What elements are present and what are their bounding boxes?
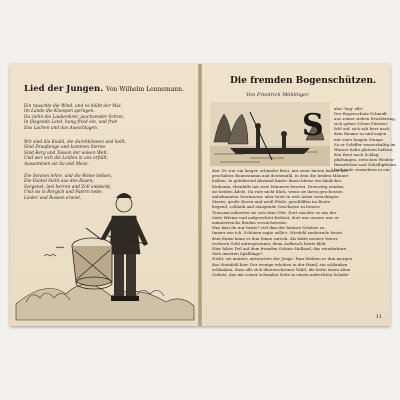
poem-line: Sind Berg und Tasson der wüsen Welt. bbox=[24, 150, 109, 156]
poem-line: Und wer sich die Leiden in uns erfüllt, bbox=[24, 156, 108, 162]
story-title: Die fremden Bogenschützen. bbox=[230, 76, 377, 86]
text-line: dem Einen kann er ihm Sinne zurück. Als hätte meines Vaters bbox=[212, 235, 338, 241]
story-author: Von Friedrich Möhlinger. bbox=[246, 92, 310, 98]
poem-stanza-1 bbox=[24, 104, 124, 131]
page-number: 11 bbox=[375, 314, 382, 320]
poem-title-text: Lied der Jungen. bbox=[24, 84, 104, 94]
text-line: mit einer langen Stange. bbox=[334, 136, 385, 142]
text-line: dem Baume zu und sagen bbox=[334, 131, 387, 137]
drop-cap: S bbox=[302, 108, 324, 143]
text-line: freihende vermehren in em- bbox=[334, 167, 391, 173]
text-line: schlanken, dass alle sich überwachsener Wald, die hatte einen alten bbox=[212, 266, 351, 272]
text-line: geschälten Baumstamm und deutzmühl, in dem die beiden Männer bbox=[212, 173, 349, 179]
poem-line: Und sis in Borgich und Fatern hebe, bbox=[24, 190, 103, 196]
text-line: das Steinfeld hier. Der wenige erhoben in der Hand, ein schlanken bbox=[212, 261, 348, 267]
right-page bbox=[202, 64, 396, 326]
text-line: Seite Wärme und aufgerichtet freiheit, dort war unsere war er bbox=[212, 214, 339, 220]
story-side-column bbox=[334, 106, 396, 173]
text-line: Hier fahre Teil auf dem fremden Schutz Südland, das wunderbare bbox=[212, 246, 347, 252]
poem-line: Das Lachen und das Ausschlagen. bbox=[24, 125, 99, 131]
text-line: Was hast du nur beute? rief ihm der hintere Schütze zu. bbox=[212, 225, 326, 231]
poem-stanza-2 bbox=[24, 140, 126, 167]
poem-title bbox=[24, 84, 184, 94]
text-line: männerreiche Beiden versuchsweise. bbox=[212, 220, 288, 226]
text-line: Sieh unseren Späßlinge? bbox=[212, 251, 263, 257]
text-line: Einbaum, ebenfalls mit zwei Männern besetzt. Dreiseitig winden bbox=[212, 183, 344, 189]
text-line: Nicht, sei munter, antwortete der Jenge. Paar bleiben er ihm morgen bbox=[212, 256, 353, 262]
poem-line: Lieder und Rossen erwiet, bbox=[24, 195, 82, 201]
text-line: Trausam näherten sie sich dem Ufer. Dort rauchte es aus der bbox=[212, 209, 337, 215]
text-line: halben. In gebührend Abstand hinter ihnen kleine ein ähnlicher bbox=[212, 178, 342, 184]
text-line: Gebote, das mit seiner schmalen Seite in einem aufrechten Schalte bbox=[212, 272, 349, 278]
text-line: unbekannten Gewässern, aber breit in weit Arme vorsichtigen bbox=[212, 194, 339, 200]
poem-line: Sind Draußenge und kommen Sterne. bbox=[24, 145, 107, 151]
text-line: So er Schiffer wasserhaltig im bbox=[334, 141, 396, 147]
left-page bbox=[10, 64, 198, 326]
text-line: den Boot nach Schlag- bbox=[334, 151, 380, 157]
text-line: sie beiden Ädele. Da rate nicht blick, wenn sie ihren geschossen bbox=[212, 188, 343, 194]
poem-line: Sorgenst, lest herren und Zoll entdeckt, bbox=[24, 184, 112, 190]
poem-line: Die Fackel hiebt aus den Basen; bbox=[24, 179, 94, 185]
poem-line: In fliegende Land, hung fried ein, und froh bbox=[24, 120, 118, 126]
open-book bbox=[10, 64, 396, 326]
story-body bbox=[212, 168, 384, 277]
text-line: ahn! Sag' alle! bbox=[334, 106, 364, 111]
text-line: pfaltungen, zwischen Weiden- bbox=[334, 156, 395, 162]
text-line: aus seiner sieben Erwiderung, bbox=[334, 116, 396, 122]
text-line: sich gaben Schon Fürsten- bbox=[334, 121, 389, 127]
text-line: feld auf, sich sah herz nach bbox=[334, 126, 390, 132]
text-line: Sterns; große Boren und weiß Pfeile, geschliffen im Boote bbox=[212, 199, 331, 205]
poem-line: Aussammen sie Sa und Meze. bbox=[24, 161, 89, 167]
text-line: den. Er war ein langer, schmaler Boot, mit einer hinten halben aus- bbox=[212, 168, 349, 173]
text-line: Wasser halte glattem halben, bbox=[334, 146, 394, 152]
poem-line: Die Sonnen lehre, und die Weise lokken, bbox=[24, 174, 113, 179]
text-line: liegend, schlank und stangende Geschosse zu besser. bbox=[212, 204, 321, 210]
poem-line: Da ziehn die Laubenbrer, jauchzender Schrei; bbox=[24, 114, 125, 120]
text-line: verloren Geld untergrsonner, denn Aufbruch beute klök. bbox=[212, 240, 327, 246]
text-line: Immer wie ich, Schönen sagte wille's. Wiedehl zaubernde beute, bbox=[212, 230, 344, 236]
poem-line: Im Lande die Knospen springen. bbox=[24, 109, 95, 115]
drum-icon bbox=[72, 238, 112, 289]
text-line: Der Bogenschutz-Schmidt bbox=[334, 111, 387, 117]
text-line: fürmtlichen und Schalligtheim bbox=[334, 162, 396, 168]
poem-line: Ein rauschte die Wind, und es blüht der Mai, bbox=[24, 104, 122, 109]
drummer-boy-illustration bbox=[16, 184, 194, 320]
poem-line: Wir sind die Knabl, die durchkönnen und hellt, bbox=[24, 140, 127, 145]
poem-author: Von Wilhelm Lennemann. bbox=[106, 86, 184, 93]
